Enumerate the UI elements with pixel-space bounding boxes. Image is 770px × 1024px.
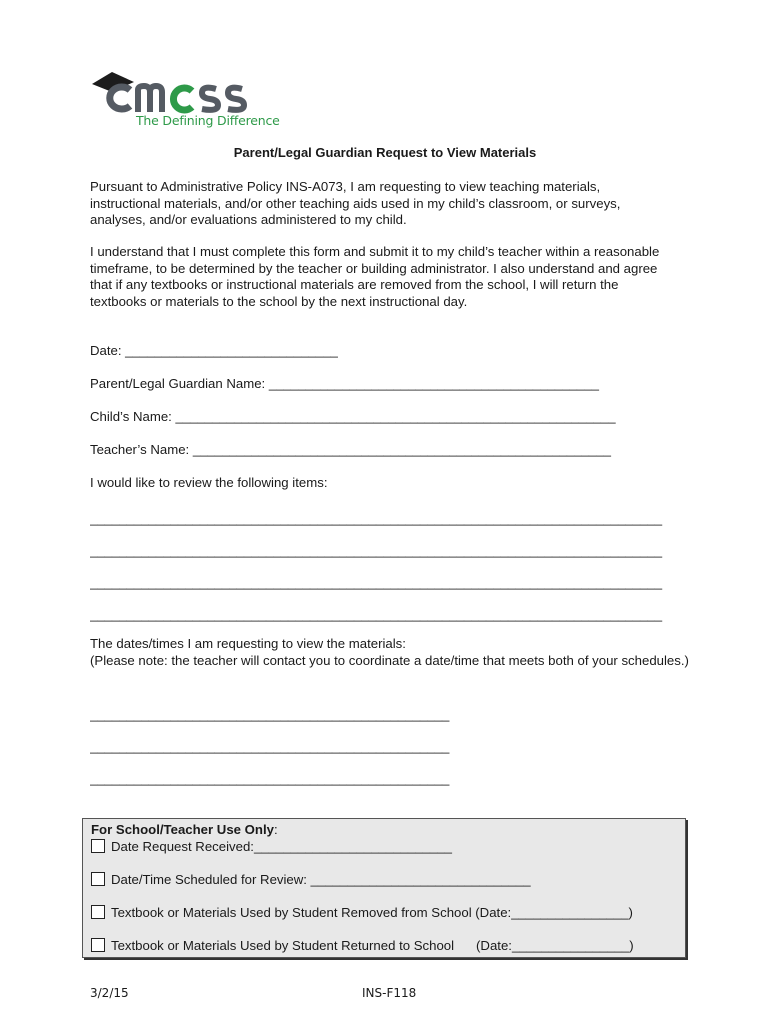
teacher-name-field[interactable]: Teacher’s Name: _________________________________________________________ xyxy=(90,442,611,457)
materials-returned-checkbox[interactable] xyxy=(91,938,105,952)
footer-date: 3/2/15 xyxy=(90,986,129,1000)
scheduled-review-checkbox[interactable] xyxy=(91,872,105,886)
scheduled-review-row: Date/Time Scheduled for Review: ______________________________ xyxy=(91,872,531,887)
dates-section xyxy=(90,636,690,669)
date-received-row: Date Request Received:___________________________ xyxy=(91,839,452,854)
materials-removed-checkbox[interactable] xyxy=(91,905,105,919)
review-item-line[interactable]: ______________________________________________________________________________ xyxy=(90,543,663,558)
materials-removed-row: Textbook or Materials Used by Student Removed from School (Date:________________) xyxy=(91,905,633,920)
dates-prompt: The dates/times I am requesting to view the materials: xyxy=(90,636,406,651)
child-name-field[interactable]: Child’s Name: ____________________________________________________________ xyxy=(90,409,616,424)
review-item-line[interactable]: ______________________________________________________________________________ xyxy=(90,511,663,526)
date-received-checkbox[interactable] xyxy=(91,839,105,853)
form-title: Parent/Legal Guardian Request to View Materials xyxy=(233,145,537,160)
review-prompt: I would like to review the following items: xyxy=(90,475,328,490)
school-use-box xyxy=(82,818,686,958)
logo-tagline: The Defining Difference xyxy=(136,113,280,128)
review-item-line[interactable]: ______________________________________________________________________________ xyxy=(90,575,663,590)
policy-paragraph: Pursuant to Administrative Policy INS-A073, I am requesting to view teaching materials, instructional materials, and/or other teaching aids used in my child’s classroom, or surveys, analyses, and/or evaluations administered to my child. xyxy=(90,179,621,227)
materials-returned-row: Textbook or Materials Used by Student Returned to School (Date:________________) xyxy=(91,938,634,953)
dates-note: (Please note: the teacher will contact you to coordinate a date/time that meets both of your schedules.) xyxy=(90,652,689,668)
guardian-name-field[interactable]: Parent/Legal Guardian Name: _____________________________________________ xyxy=(90,376,599,391)
school-use-heading: For School/Teacher Use Only: xyxy=(91,822,278,837)
review-item-line[interactable]: ______________________________________________________________________________ xyxy=(90,607,663,622)
footer-form-code: INS-F118 xyxy=(362,986,417,1000)
date-time-line[interactable]: _________________________________________________ xyxy=(90,707,450,722)
logo-graphic xyxy=(90,66,275,116)
date-time-line[interactable]: _________________________________________________ xyxy=(90,739,450,754)
date-time-line[interactable]: _________________________________________________ xyxy=(90,771,450,786)
agreement-paragraph: I understand that I must complete this form and submit it to my child’s teacher within a reasonable timeframe, to be determined by the teacher or building administrator. I also understand and agree that if any textbooks or instructional materials are removed from the school, I will return the textbooks or materials to the school by the next instructional day. xyxy=(90,244,660,309)
date-field[interactable]: Date: _____________________________ xyxy=(90,343,338,358)
